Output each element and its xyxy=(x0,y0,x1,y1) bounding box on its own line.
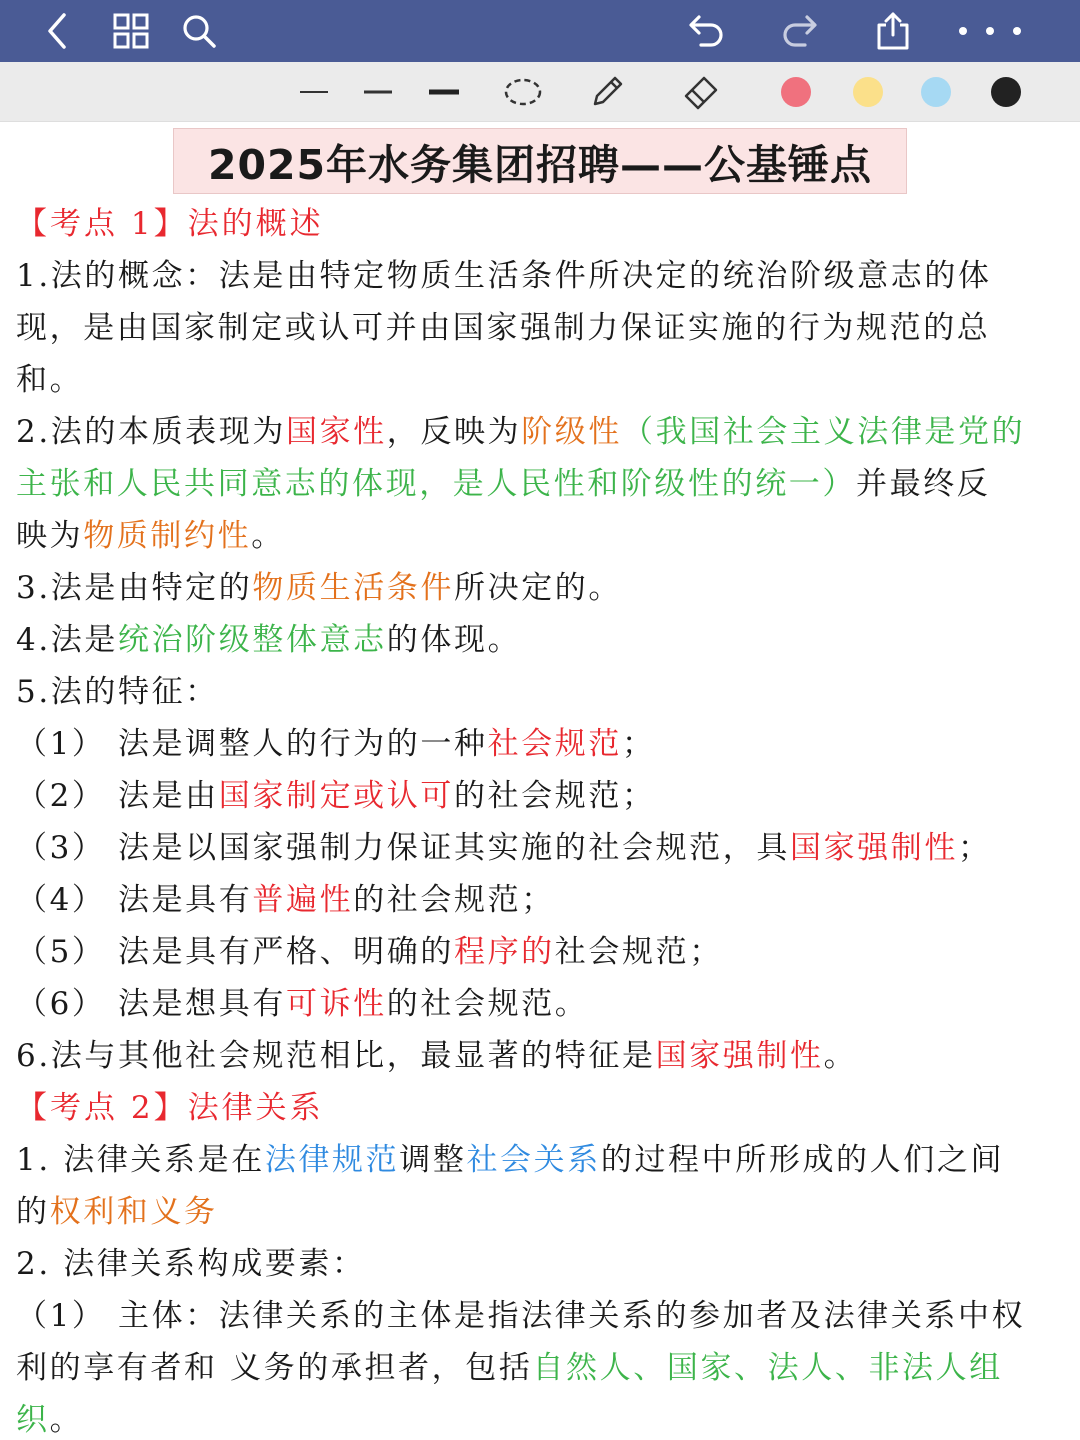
text-run: 2.法的本质表现为 xyxy=(16,414,286,450)
highlight-green: （我国社会主义法律是党的 xyxy=(622,414,1026,450)
color-pink-swatch xyxy=(781,77,811,107)
text-run: 的 xyxy=(16,1194,50,1230)
back-chevron-icon xyxy=(42,11,72,51)
text-run: ； xyxy=(957,830,992,866)
top-navigation-bar xyxy=(0,0,1080,62)
undo-button[interactable] xyxy=(676,0,738,62)
text-line: 5.法的特征： xyxy=(16,674,219,710)
highlight-orange: 物质制约性 xyxy=(83,518,252,554)
lasso-icon xyxy=(503,77,543,107)
text-run: （2） 法是由 xyxy=(16,778,219,814)
text-run: 6.法与其他社会规范相比，最显著的特征是 xyxy=(16,1038,656,1074)
highlight-green: 统治阶级整体意志 xyxy=(117,622,387,658)
text-line: 1.法的概念：法是由特定物质生活条件所决定的统治阶级意志的体 xyxy=(16,258,992,294)
text-run: （4） 法是具有 xyxy=(16,882,253,918)
color-yellow-swatch xyxy=(853,77,883,107)
highlight-orange: 权利和义务 xyxy=(49,1194,218,1230)
color-blue-button[interactable] xyxy=(916,62,956,122)
drawing-toolbar xyxy=(0,62,1080,122)
highlight-red: 社会规范 xyxy=(487,726,622,762)
more-button[interactable] xyxy=(950,0,1030,62)
page-title: 2025年水务集团招聘——公基锤点 xyxy=(173,128,907,194)
pen-medium-button[interactable] xyxy=(360,62,396,122)
text-line xyxy=(16,412,1025,452)
text-run: （3） 法是以国家强制力保证其实施的社会规范，具 xyxy=(16,830,790,866)
highlight-orange: 阶级性 xyxy=(521,414,623,450)
color-yellow-button[interactable] xyxy=(848,62,888,122)
text-run: 3.法是由特定的 xyxy=(16,570,253,606)
color-black-button[interactable] xyxy=(986,62,1026,122)
grid-view-button[interactable] xyxy=(100,0,162,62)
pen-medium-icon xyxy=(363,89,393,95)
text-run: 的社会规范； xyxy=(353,882,555,918)
grid-icon xyxy=(113,13,149,49)
text-run: 的社会规范； xyxy=(453,778,656,814)
undo-icon xyxy=(687,13,727,49)
search-icon xyxy=(181,13,217,49)
share-icon xyxy=(874,11,912,51)
eraser-icon xyxy=(680,72,722,112)
text-line: 和。 xyxy=(16,362,84,398)
highlight-red: 国家强制性 xyxy=(655,1038,824,1074)
text-run: （6） 法是想具有 xyxy=(16,986,286,1022)
text-run: 利的享有者和 义务的承担者，包括 xyxy=(16,1350,533,1386)
feature-item xyxy=(16,932,723,972)
pen-thin-button[interactable] xyxy=(296,62,332,122)
color-pink-button[interactable] xyxy=(776,62,816,122)
document-page[interactable] xyxy=(0,122,1080,1440)
text-line: （1） 主体：法律关系的主体是指法律关系的参加者及法律关系中权 xyxy=(16,1298,1026,1334)
color-black-swatch xyxy=(991,77,1021,107)
text-run: 并最终反 xyxy=(856,466,991,502)
text-line xyxy=(16,1400,83,1440)
text-run: 4.法是 xyxy=(16,622,118,658)
text-line xyxy=(16,1036,857,1076)
feature-item xyxy=(16,776,656,816)
section-heading-1: 【考点 1】法的概述 xyxy=(16,206,324,242)
lasso-button[interactable] xyxy=(500,62,546,122)
highlight-red: 可诉性 xyxy=(285,986,387,1022)
text-run: 的体现。 xyxy=(386,622,522,658)
section-heading-2: 【考点 2】法律关系 xyxy=(16,1090,324,1126)
highlight-green: 织 xyxy=(16,1402,50,1438)
feature-item xyxy=(16,828,992,868)
text-run: 。 xyxy=(251,518,285,554)
text-run: 调整 xyxy=(399,1142,467,1178)
color-blue-swatch xyxy=(921,77,951,107)
redo-icon xyxy=(779,13,819,49)
highlight-red: 国家性 xyxy=(285,414,387,450)
redo-button[interactable] xyxy=(768,0,830,62)
feature-item xyxy=(16,724,656,764)
highlight-red: 普遍性 xyxy=(252,882,354,918)
text-run: 社会规范； xyxy=(554,934,723,970)
pen-thick-button[interactable] xyxy=(426,62,462,122)
text-run: 。 xyxy=(823,1038,858,1074)
pen-thick-icon xyxy=(428,88,460,96)
text-line xyxy=(16,620,521,660)
eraser-button[interactable] xyxy=(678,62,724,122)
text-line: 2. 法律关系构成要素： xyxy=(16,1246,366,1282)
more-dots-icon xyxy=(955,25,1025,37)
text-run: 。 xyxy=(49,1402,84,1438)
text-line xyxy=(16,568,622,608)
text-line: 现，是由国家制定或认可并由国家强制力保证实施的行为规范的总 xyxy=(16,310,991,346)
highlight-blue: 社会关系 xyxy=(466,1142,601,1178)
text-run: （5） 法是具有严格、明确的 xyxy=(16,934,454,970)
text-run: ； xyxy=(621,726,656,762)
highlight-red: 程序的 xyxy=(453,934,555,970)
feature-item xyxy=(16,880,555,920)
back-button[interactable] xyxy=(26,0,88,62)
highlight-green: 自然人、国家、法人、非法人组 xyxy=(532,1350,1003,1386)
text-line xyxy=(16,1348,1003,1388)
highlight-green: 主张和人民共同意志的体现，是人民性和阶级性的统一） xyxy=(16,466,856,502)
text-run: 的社会规范。 xyxy=(386,986,589,1022)
text-run: 1. 法律关系是在 xyxy=(16,1142,265,1178)
text-line xyxy=(16,1140,1004,1180)
text-run: ，反映为 xyxy=(386,414,522,450)
highlight-orange: 物质生活条件 xyxy=(252,570,454,606)
highlight-red: 国家制定或认可 xyxy=(218,778,454,814)
search-button[interactable] xyxy=(168,0,230,62)
feature-item xyxy=(16,984,588,1024)
text-run: 的过程中所形成的人们之间 xyxy=(600,1142,1005,1178)
text-run: （1） 法是调整人的行为的一种 xyxy=(16,726,488,762)
text-line xyxy=(16,516,285,556)
text-run: 映为 xyxy=(16,518,84,554)
highlight-blue: 法律规范 xyxy=(264,1142,400,1178)
text-run: 所决定的。 xyxy=(454,570,622,606)
highlight-red: 国家强制性 xyxy=(789,830,958,866)
pen-thin-icon xyxy=(299,89,329,95)
text-line xyxy=(16,464,990,504)
pencil-icon xyxy=(587,72,627,112)
text-line xyxy=(16,1192,218,1232)
pencil-button[interactable] xyxy=(584,62,630,122)
share-button[interactable] xyxy=(862,0,924,62)
